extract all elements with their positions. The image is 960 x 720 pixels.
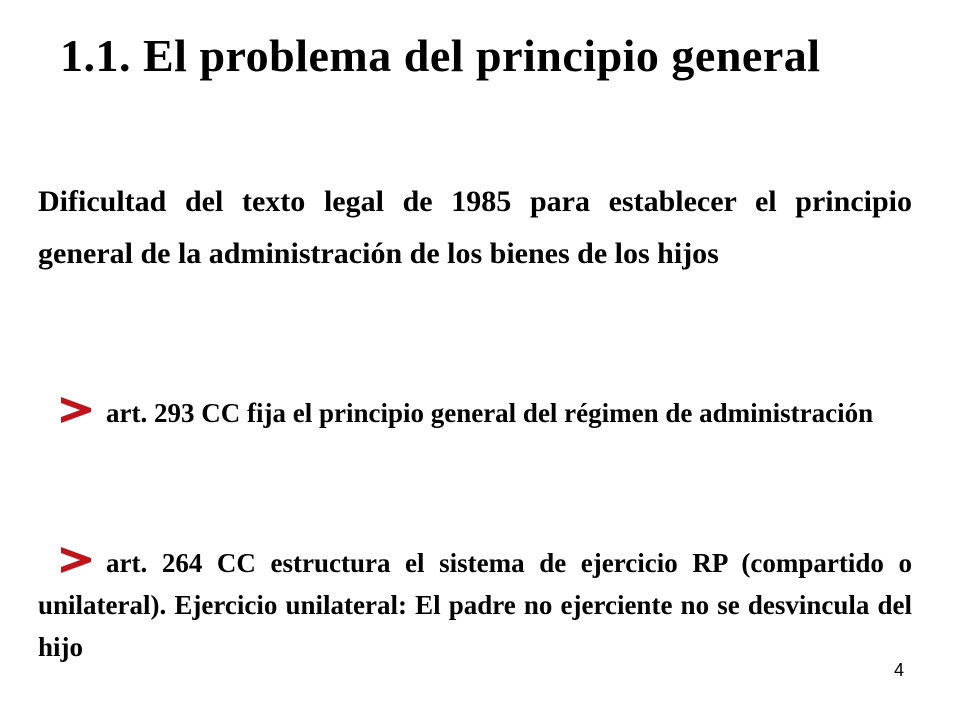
bullet-item-art-264 [38,542,912,668]
bullet-text: art. 264 CC estructura el sistema de ejercicio RP (compartido o unilateral). Ejercicio unilateral: El padre no ejerciente no se desvincula del hijo [38,548,912,662]
bullet-item-art-293 [38,392,912,434]
bullet-text: art. 293 CC fija el principio general del régimen de administración [106,398,874,428]
page-number: 4 [893,660,904,680]
arrow-right-icon [58,544,94,576]
intro-paragraph: Dificultad del texto legal de 1985 para establecer el principio general de la administración de los bienes de los hijos [38,185,912,270]
slide-title: 1.1. El problema del principio general [60,30,821,81]
arrow-right-icon [58,394,94,426]
